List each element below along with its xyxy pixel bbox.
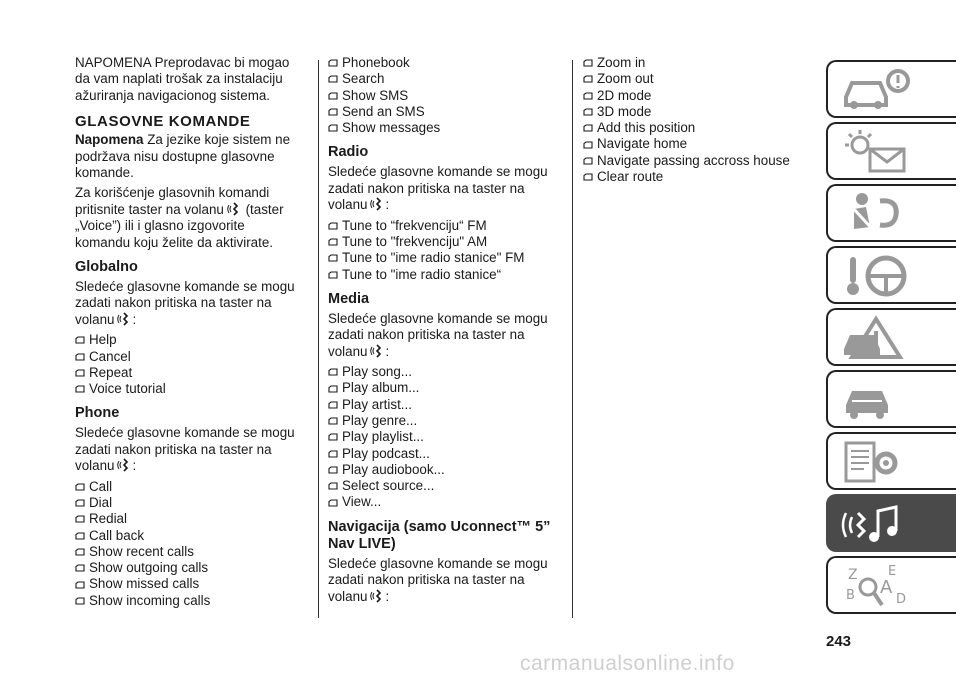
list-item: Cancel (75, 349, 303, 365)
media-text: Sledeće glasovne komande se mogu zadati nakon pritiska na taster na volanu (328, 310, 548, 359)
tab-multimedia[interactable] (826, 494, 956, 552)
bullet-icon (328, 433, 338, 441)
bullet-icon (328, 450, 338, 458)
tab-car-info[interactable] (826, 60, 956, 118)
list-item: Add this position (583, 120, 808, 136)
phone-heading: Phone (75, 405, 120, 422)
radio-heading: Radio (328, 144, 369, 161)
voice-command-icon (369, 589, 383, 603)
svg-text:E: E (888, 564, 897, 579)
media-heading: Media (328, 290, 370, 307)
voice-command-icon (369, 344, 383, 358)
bullet-icon (75, 483, 85, 491)
voice-command-icon (369, 197, 383, 211)
bullet-icon (328, 271, 338, 279)
list-item: Zoom out (583, 71, 808, 87)
phone-command-list (75, 479, 303, 609)
tab-lights-messages[interactable] (826, 122, 956, 180)
list-item: Play album... (328, 380, 560, 396)
list-item: Search (328, 71, 560, 87)
watermark: carmanualsonline.info (520, 652, 735, 675)
bullet-icon (583, 124, 593, 132)
colon: : (132, 311, 137, 327)
list-item: Call (75, 479, 303, 495)
phone-command-list-continued (328, 55, 560, 136)
tab-technical-data[interactable] (826, 432, 956, 490)
bullet-icon (583, 59, 593, 67)
list-item: Tune to “frekvenciju“ FM (328, 218, 560, 234)
phone-paragraph (75, 425, 303, 474)
column-2 (328, 55, 560, 609)
bullet-icon (328, 222, 338, 230)
technical-data-icon (840, 437, 916, 487)
navigation-text: Sledeće glasovne komande se mogu zadati nakon pritiska na taster na volanu (328, 555, 548, 604)
bullet-icon (75, 581, 85, 589)
list-item: Show recent calls (75, 544, 303, 560)
bullet-icon (75, 385, 85, 393)
svg-text:A: A (880, 577, 893, 598)
list-item: Play song... (328, 364, 560, 380)
list-item: Zoom in (583, 55, 808, 71)
column-divider (318, 60, 319, 618)
key-steering-icon (840, 251, 916, 301)
navigation-command-list (583, 55, 808, 185)
bullet-icon (328, 499, 338, 507)
seatbelt-airbag-icon (840, 189, 916, 239)
global-paragraph (75, 279, 303, 328)
list-item: Call back (75, 528, 303, 544)
list-item: Show incoming calls (75, 593, 303, 609)
bullet-icon (75, 499, 85, 507)
list-item: Play audiobook... (328, 462, 560, 478)
list-item: Phonebook (328, 55, 560, 71)
navigation-heading: Navigacija (samo Uconnect™ 5” Nav LIVE) (328, 518, 551, 552)
list-item: Voice tutorial (75, 381, 303, 397)
bullet-icon (75, 532, 85, 540)
bullet-icon (328, 417, 338, 425)
tab-index[interactable] (826, 556, 956, 614)
navigation-paragraph (328, 556, 560, 605)
usage-text: Za korišćenje glasovnih komandi pritisnite taster na volanu (75, 185, 270, 217)
list-item: Show SMS (328, 88, 560, 104)
voice-command-icon (116, 312, 130, 326)
bullet-icon (75, 515, 85, 523)
tab-emergency[interactable] (826, 308, 956, 366)
svg-text:Z: Z (848, 567, 858, 583)
global-heading: Globalno (75, 259, 138, 276)
multimedia-icon (840, 499, 916, 549)
list-item: Show missed calls (75, 576, 303, 592)
list-item: 3D mode (583, 104, 808, 120)
note-text: Za jezike koje sistem ne podržava nisu dostupne glasovne komande. (75, 132, 291, 181)
car-info-icon (840, 65, 916, 115)
usage-paragraph (75, 185, 303, 251)
list-item: Select source... (328, 478, 560, 494)
bullet-icon (583, 75, 593, 83)
bullet-icon (328, 124, 338, 132)
list-item: View... (328, 494, 560, 510)
phone-text: Sledeće glasovne komande se mogu zadati nakon pritiska na taster na volanu (75, 425, 295, 474)
radio-command-list (328, 218, 560, 283)
svg-text:B: B (846, 588, 855, 603)
car-service-icon (840, 375, 916, 425)
radio-paragraph (328, 164, 560, 213)
bullet-icon (328, 368, 338, 376)
list-item: Tune to "ime radio stanice“ (328, 267, 560, 283)
usage-text-2: (taster „Voice”) ili i glasno izgovorite komandu koju želite da aktivirate. (75, 201, 284, 250)
bullet-icon (328, 385, 338, 393)
bullet-icon (583, 173, 593, 181)
list-item: Show outgoing calls (75, 560, 303, 576)
radio-text: Sledeće glasovne komande se mogu zadati nakon pritiska na taster na volanu (328, 164, 548, 213)
list-item: Dial (75, 495, 303, 511)
bullet-icon (583, 157, 593, 165)
list-item: Play genre... (328, 413, 560, 429)
colon: : (385, 197, 390, 213)
list-item: Help (75, 332, 303, 348)
intro-note: NAPOMENA Preprodavac bi mogao da vam naplati trošak za instalaciju ažuriranja navigacionog sistema. (75, 55, 290, 103)
column-divider (572, 60, 573, 618)
list-item: Navigate passing accross house (583, 153, 808, 169)
media-command-list (328, 364, 560, 511)
tab-safety[interactable] (826, 184, 956, 242)
index-icon (840, 561, 916, 611)
list-item: Play podcast... (328, 446, 560, 462)
page-number: 243 (826, 633, 852, 650)
bullet-icon (328, 92, 338, 100)
svg-text:D: D (896, 592, 907, 607)
tab-starting-driving[interactable] (826, 246, 956, 304)
list-item: Tune to "frekvenciju" AM (328, 234, 560, 250)
media-paragraph (328, 311, 560, 360)
list-item: Play playlist... (328, 429, 560, 445)
list-item: Tune to "ime radio stanice" FM (328, 250, 560, 266)
bullet-icon (75, 336, 85, 344)
bullet-icon (583, 108, 593, 116)
voice-command-icon (116, 458, 130, 472)
list-item: Clear route (583, 169, 808, 185)
bullet-icon (583, 141, 593, 149)
tab-maintenance[interactable] (826, 370, 956, 428)
global-text: Sledeće glasovne komande se mogu zadati nakon pritiska na taster na volanu (75, 279, 295, 327)
bullet-icon (75, 353, 85, 361)
note-label: Napomena (75, 132, 144, 148)
bullet-icon (75, 564, 85, 572)
list-item: Show messages (328, 120, 560, 136)
list-item: Navigate home (583, 136, 808, 152)
bullet-icon (328, 238, 338, 246)
list-item: Repeat (75, 365, 303, 381)
column-3 (583, 55, 808, 187)
note-paragraph (75, 132, 303, 181)
colon: : (385, 588, 390, 604)
list-item: Redial (75, 511, 303, 527)
voice-command-icon (226, 202, 240, 216)
global-command-list (75, 332, 303, 397)
colon: : (132, 458, 137, 474)
bullet-icon (75, 597, 85, 605)
warning-triangle-icon (840, 313, 916, 363)
bullet-icon (328, 59, 338, 67)
bullet-icon (583, 92, 593, 100)
bullet-icon (328, 254, 338, 262)
bullet-icon (328, 108, 338, 116)
bullet-icon (328, 401, 338, 409)
bullet-icon (328, 75, 338, 83)
list-item: 2D mode (583, 88, 808, 104)
bullet-icon (75, 548, 85, 556)
column-1 (75, 55, 303, 611)
bullet-icon (328, 482, 338, 490)
bullet-icon (328, 466, 338, 474)
light-mail-icon (840, 127, 916, 177)
bullet-icon (75, 369, 85, 377)
list-item: Send an SMS (328, 104, 560, 120)
list-item: Play artist... (328, 397, 560, 413)
colon: : (385, 343, 390, 359)
section-title: GLASOVNE KOMANDE (75, 113, 251, 131)
